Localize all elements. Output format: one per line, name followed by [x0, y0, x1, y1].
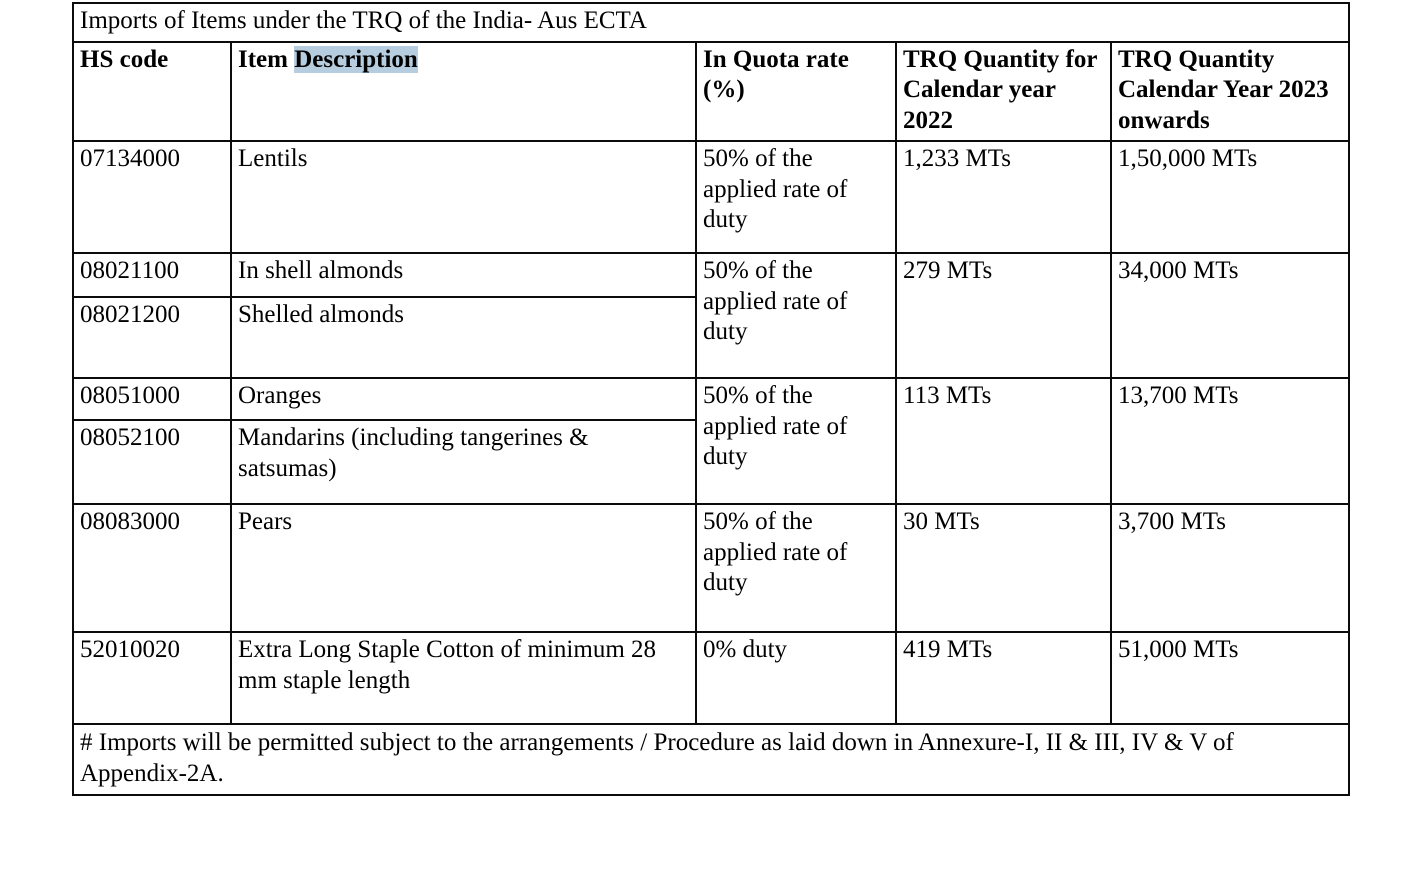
cell-qty-2023: 34,000 MTs	[1111, 253, 1349, 378]
cell-description: In shell almonds	[231, 253, 696, 297]
cell-in-quota-rate: 50% of the applied rate of duty	[696, 504, 896, 632]
cell-description: Lentils	[231, 141, 696, 253]
cell-qty-2023: 3,700 MTs	[1111, 504, 1349, 632]
header-item-description-prefix: Item	[238, 45, 295, 73]
table-row	[73, 504, 1349, 632]
trq-table	[72, 2, 1350, 796]
header-hs-code: HS code	[73, 42, 231, 142]
cell-hs-code: 52010020	[73, 632, 231, 724]
cell-hs-code: 08083000	[73, 504, 231, 632]
cell-description: Pears	[231, 504, 696, 632]
cell-description: Extra Long Staple Cotton of minimum 28 mm staple length	[231, 632, 696, 724]
header-trq-quantity-2023: TRQ Quantity Calendar Year 2023 onwards	[1111, 42, 1349, 142]
table-row	[73, 253, 1349, 297]
cell-qty-2022: 113 MTs	[896, 378, 1111, 504]
table-title-row	[73, 3, 1349, 42]
cell-in-quota-rate: 50% of the applied rate of duty	[696, 141, 896, 253]
header-item-description-selected: Description	[294, 45, 418, 73]
cell-description: Mandarins (including tangerines & satsumas)	[231, 420, 696, 504]
cell-description: Shelled almonds	[231, 297, 696, 378]
table-footnote: # Imports will be permitted subject to the arrangements / Procedure as laid down in Annexure-I, II & III, IV & V of Appendix-2A.	[73, 724, 1349, 795]
cell-in-quota-rate: 0% duty	[696, 632, 896, 724]
cell-qty-2022: 279 MTs	[896, 253, 1111, 378]
cell-qty-2023: 51,000 MTs	[1111, 632, 1349, 724]
cell-description: Oranges	[231, 378, 696, 420]
header-item-description	[231, 42, 696, 142]
cell-hs-code: 08051000	[73, 378, 231, 420]
cell-qty-2023: 13,700 MTs	[1111, 378, 1349, 504]
cell-in-quota-rate: 50% of the applied rate of duty	[696, 253, 896, 378]
cell-qty-2022: 1,233 MTs	[896, 141, 1111, 253]
cell-qty-2022: 30 MTs	[896, 504, 1111, 632]
header-trq-quantity-2022: TRQ Quantity for Calendar year 2022	[896, 42, 1111, 142]
cell-hs-code: 08021200	[73, 297, 231, 378]
table-header-row	[73, 42, 1349, 142]
table-footnote-row	[73, 724, 1349, 795]
cell-hs-code: 08052100	[73, 420, 231, 504]
table-row	[73, 378, 1349, 420]
cell-hs-code: 07134000	[73, 141, 231, 253]
table-row	[73, 141, 1349, 253]
cell-in-quota-rate: 50% of the applied rate of duty	[696, 378, 896, 504]
table-row	[73, 632, 1349, 724]
cell-hs-code: 08021100	[73, 253, 231, 297]
cell-qty-2022: 419 MTs	[896, 632, 1111, 724]
cell-qty-2023: 1,50,000 MTs	[1111, 141, 1349, 253]
table-title: Imports of Items under the TRQ of the India- Aus ECTA	[73, 3, 1349, 42]
header-in-quota-rate: In Quota rate (%)	[696, 42, 896, 142]
